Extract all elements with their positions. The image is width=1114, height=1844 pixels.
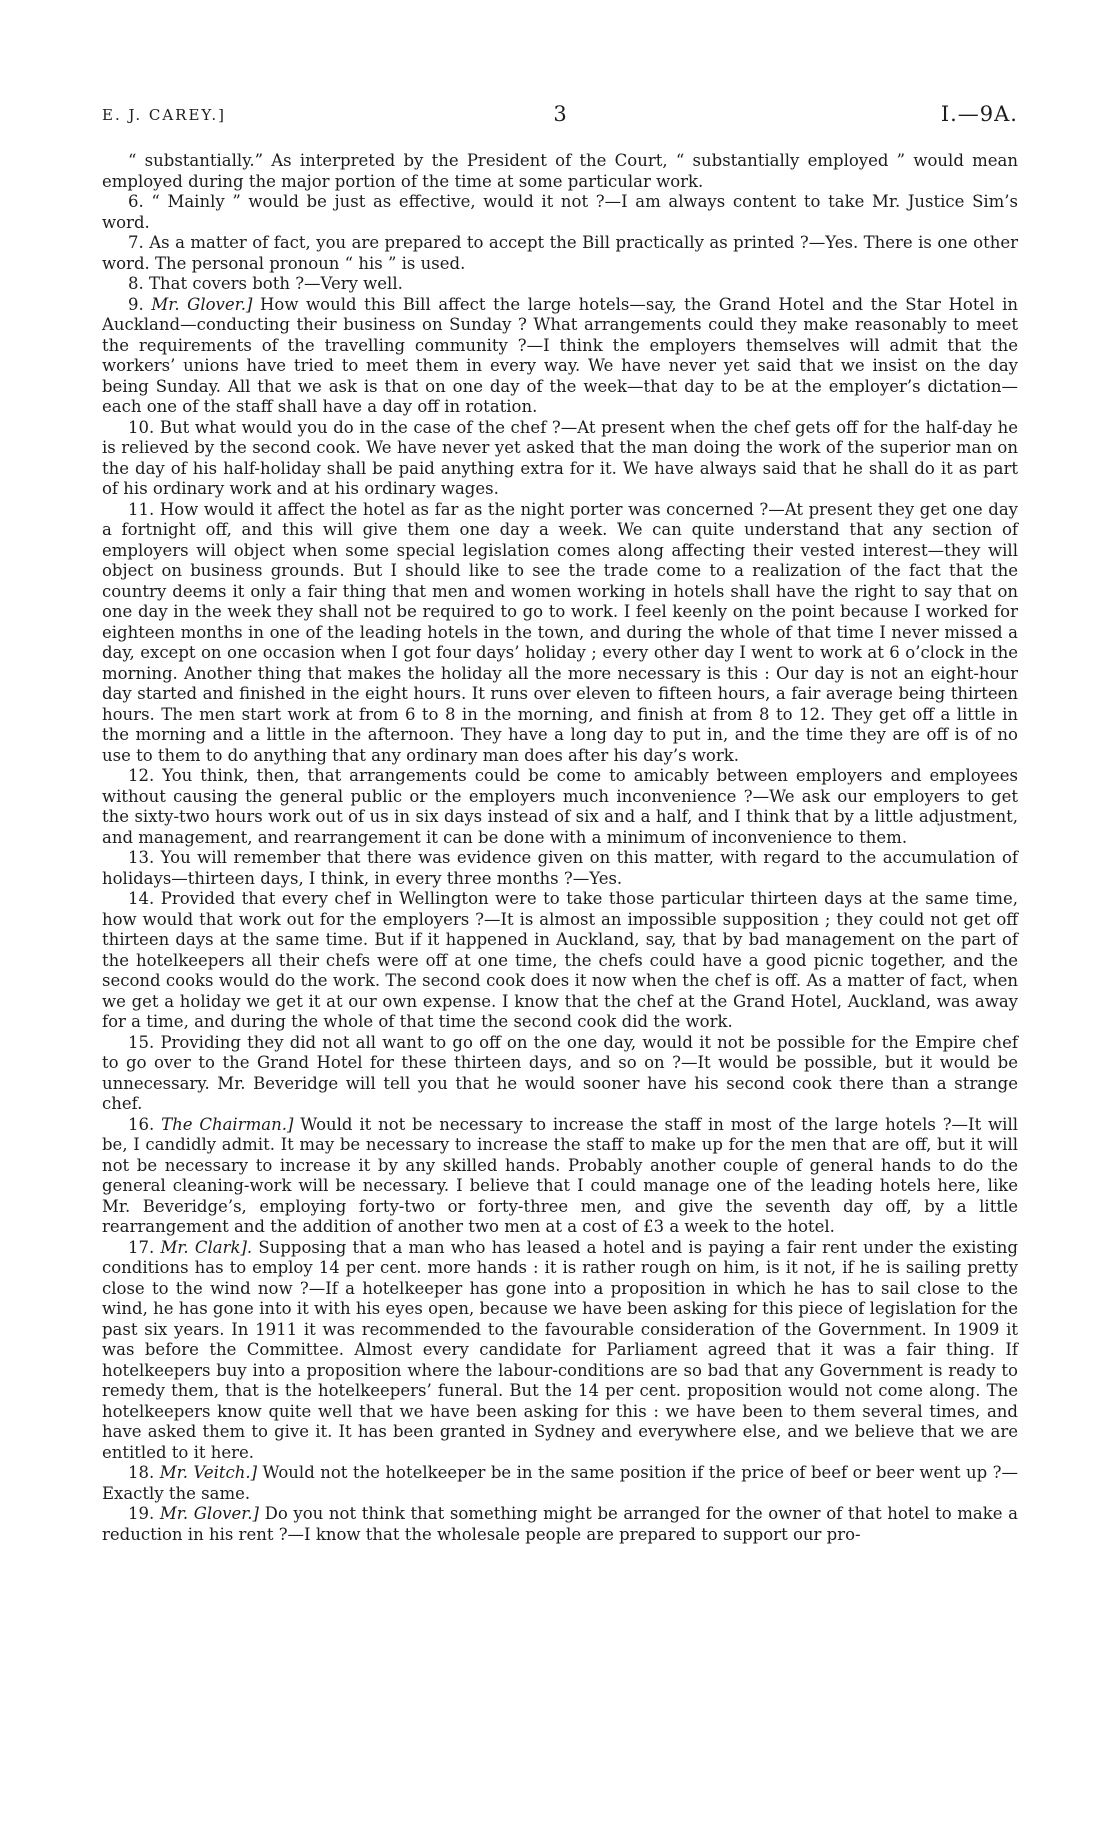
- paragraph-text: How would it affect the hotel as far as the night porter was concerned ?—At present they get one day a fortnight off, and this will give them one day a week. We can quite understand that any section of employers will object when some special legislation comes along affecting their vested interest—they will object on business grounds. But I should like to see the trade come to a realization of the fact that the country deems it only a fair thing that men and women working in hotels shall have the right to say that on one day in the week they shall not be required to go to work. I feel keenly on the point because I worked for eighteen months in one of the leading hotels in the town, and during the whole of that time I never missed a day, except on one occasion when I got four days’ holiday ; every other day I went to work at 6 o’clock in the morning. Another thing that makes the holiday all the more necessary is this : Our day is not an eight-hour day started and finished in the eight hours. It runs over eleven to fifteen hours, a fair average being thirteen hours. The men start work at from 6 to 8 in the morning, and finish at from 8 to 12. They get off a little in the morning and a little in the afternoon. They have a long day to put in, and the time they are off is of no use to them to do anything that any ordinary man does after his day’s work.: [102, 499, 1018, 765]
- paragraph: [102, 274, 1018, 295]
- paragraph-text: Providing they did not all want to go off on the one day, would it not be possible for the Empire chef to go over to the Grand Hotel for these thirteen days, and so on ?—It would be possible, but it would be unnecessary. Mr. Beveridge will tell you that he would sooner have his second cook there than a strange chef.: [102, 1032, 1018, 1113]
- paragraph-text: That covers both ?—Very well.: [149, 274, 403, 293]
- paragraph-text: Supposing that a man who has leased a hotel and is paying a fair rent under the existing conditions has to employ 14 per cent. more hands : it is rather rough on him, is it not, if he is sailing pretty close to the wind now ?—If a hotelkeeper has gone into a proposition in which he has to sail close to the wind, he has gone into it with his eyes open, because we have been asking for this piece of legislation for the past six years. In 1911 it was recommended to the favourable consideration of the Government. In 1909 it was before the Committee. Almost every candidate for Parliament agreed that it was a fair thing. If hotelkeepers buy into a proposition where the labour-conditions are so bad that any Government is ready to remedy them, that is the hotelkeepers’ funeral. But the 14 per cent. proposition would not come along. The hotelkeepers know quite well that we have been asking for this : we have been to them several times, and have asked them to give it. It has been granted in Sydney and everywhere else, and we believe that we are entitled to it here.: [102, 1237, 1018, 1462]
- testimony-text: [102, 151, 1018, 1545]
- paragraph: [102, 1238, 1018, 1464]
- speaker: Mr. Veitch.]: [159, 1463, 258, 1482]
- paragraph-text: Would not the hotelkeeper be in the same position if the price of beef or beer went up ?—Exactly the same.: [102, 1463, 1018, 1503]
- question-number: 13.: [128, 848, 155, 867]
- paragraph-text: How would this Bill affect the large hotels—say, the Grand Hotel and the Star Hotel in Auckland—conducting their business on Sunday ? What arrangements could they make reasonably to meet the requirements of the travelling community ?—I think the employers themselves will admit that the workers’ unions have tried to meet them in every way. We have never yet said that we insist on the day being Sunday. All that we ask is that on one day of the week—that day to be at the employer’s dictation—each one of the staff shall have a day off in rotation.: [102, 294, 1019, 416]
- question-number: 14.: [128, 889, 155, 908]
- paragraph: [102, 192, 1018, 233]
- paragraph: [102, 889, 1018, 1033]
- speaker: Mr. Glover.]: [151, 294, 253, 314]
- question-number: 8.: [128, 274, 144, 293]
- paragraph-text: But what would you do in the case of the chef ?—At present when the chef gets off for the half-day he is relieved by the second cook. We have never yet asked that the man doing the work of the superior man on the day of his half-holiday shall be paid anything extra for it. We have always said that he shall do it as part of his ordinary work and at his ordinary wages.: [102, 417, 1018, 498]
- question-number: 9.: [128, 294, 144, 314]
- paragraph: [102, 295, 1018, 418]
- question-number: 18.: [128, 1463, 155, 1482]
- question-number: 17.: [128, 1237, 155, 1257]
- paragraph: [102, 1504, 1018, 1545]
- paragraph: [102, 233, 1018, 274]
- paragraph: [102, 766, 1018, 848]
- question-number: 10.: [128, 417, 155, 437]
- paragraph: [102, 1115, 1018, 1238]
- paragraph: [102, 500, 1018, 767]
- page-header: [102, 102, 1018, 134]
- paragraph: [102, 418, 1018, 500]
- paragraph: [102, 1463, 1018, 1504]
- paragraph-text: You will remember that there was evidence given on this matter, with regard to the accumulation of holidays—thirteen days, I think, in every three months ?—Yes.: [102, 848, 1018, 888]
- speaker: Mr. Clark].: [160, 1237, 253, 1257]
- question-number: 12.: [128, 766, 155, 785]
- witness-name: E. J. CAREY.]: [102, 106, 227, 124]
- question-number: 6.: [128, 192, 144, 211]
- document-reference: I.—9A.: [940, 102, 1018, 126]
- paragraph-text: As a matter of fact, you are prepared to accept the Bill practically as printed ?—Yes. There is one other word. The personal pronoun “ his ” is used.: [102, 233, 1018, 273]
- page-number: 3: [553, 102, 567, 126]
- paragraph-text: “ substantially.” As interpreted by the President of the Court, “ substantially employed ” would mean employed during the major portion of the time at some particular work.: [102, 151, 1018, 191]
- speaker: The Chairman.]: [161, 1114, 294, 1134]
- paragraph-text: Do you not think that something might be arranged for the owner of that hotel to make a reduction in his rent ?—I know that the wholesale people are prepared to support our pro-: [102, 1504, 1018, 1544]
- question-number: 19.: [128, 1504, 155, 1523]
- paragraph-text: “ Mainly ” would be just as effective, would it not ?—I am always content to take Mr. Justice Sim’s word.: [102, 192, 1019, 232]
- question-number: 11.: [128, 499, 155, 519]
- paragraph: [102, 1033, 1018, 1115]
- paragraph-text: Provided that every chef in Wellington were to take those particular thirteen days at the same time, how would that work out for the employers ?—It is almost an impossible supposition ; they could not get off thirteen days at the same time. But if it happened in Auckland, say, that by bad management on the part of the hotelkeepers all their chefs were off at one time, the chefs could have a good picnic together, and the second cooks would do the work. The second cook does it now when the chef is off. As a matter of fact, when we get a holiday we get it at our own expense. I know that the chef at the Grand Hotel, Auckland, was away for a time, and during the whole of that time the second cook did the work.: [102, 889, 1018, 1031]
- question-number: 16.: [128, 1114, 155, 1134]
- question-number: 7.: [128, 233, 144, 252]
- question-number: 15.: [128, 1032, 155, 1052]
- paragraph: [102, 848, 1018, 889]
- paragraph-text: You think, then, that arrangements could be come to amicably between employers and employees without causing the general public or the employers much inconvenience ?—We ask our employers to get the sixty-two hours work out of us in six days instead of six and a half, and I think that by a little adjustment, and management, and rearrangement it can be done with a minimum of inconvenience to them.: [102, 766, 1018, 847]
- paragraph: [102, 151, 1018, 192]
- speaker: Mr. Glover.]: [159, 1504, 259, 1523]
- paragraph-text: Would it not be necessary to increase the staff in most of the large hotels ?—It will be, I candidly admit. It may be necessary to increase the staff to make up for the men that are off, but it will not be necessary to increase it by any skilled hands. Probably another couple of general hands to do the general cleaning-work will be necessary. I believe that I could manage one of the leading hotels here, like Mr. Beveridge’s, employing forty-two or forty-three men, and give the seventh day off, by a little rearrangement and the addition of another two men at a cost of £3 a week to the hotel.: [102, 1114, 1018, 1236]
